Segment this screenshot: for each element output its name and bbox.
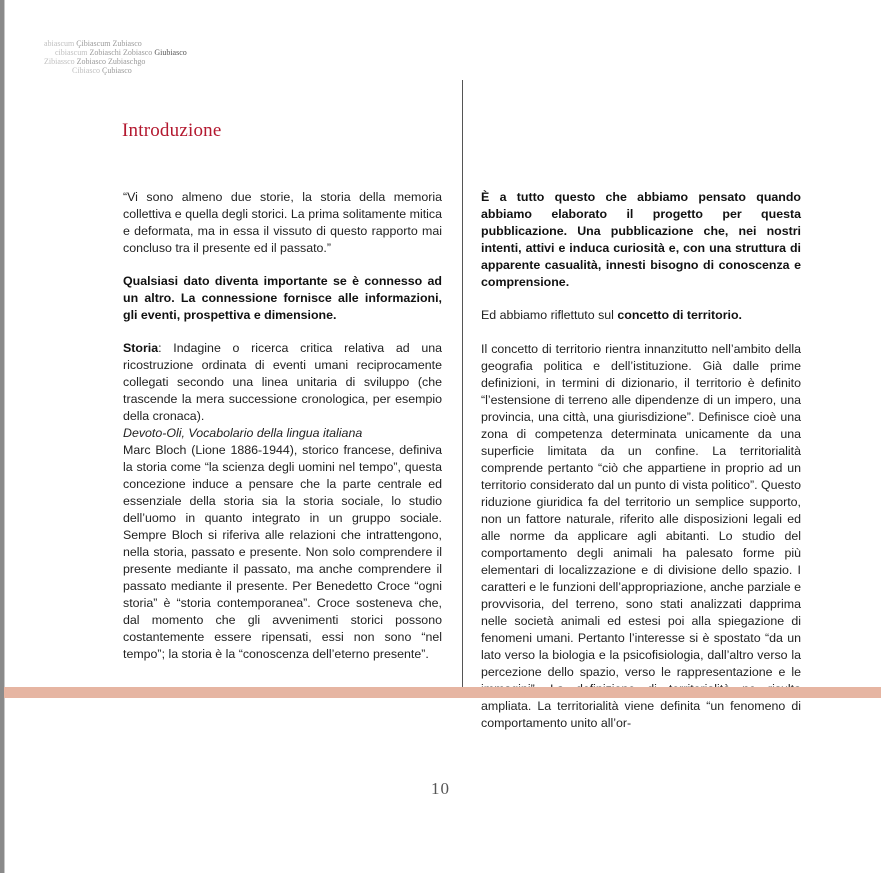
reflection-bold: concetto di territorio. [617, 308, 742, 322]
header-word: Zobiasco [76, 57, 106, 66]
header-word: Giubiasco [154, 48, 187, 57]
header-wordmark [44, 39, 142, 48]
footer-color-band [4, 687, 881, 698]
reflection-prefix: Ed abbiamo riflettuto sul [481, 308, 618, 322]
header-wordmark [44, 57, 145, 66]
right-column [481, 189, 801, 732]
bold-statement: Qualsiasi dato diventa importante se è connesso ad un altro. La connessione fornisce alle informazioni, gli eventi, prospettiva e dimensione. [123, 274, 442, 322]
page-title: Introduzione [122, 120, 222, 141]
header-word: Çibiascum [76, 39, 111, 48]
page-edge-line [4, 0, 5, 873]
header-word: cibiascum [55, 48, 88, 57]
header-word: Zobiaschi [89, 48, 121, 57]
page-number: 10 [431, 779, 450, 798]
header-word: abiascum [44, 39, 75, 48]
bold-intro: È a tutto questo che abbiamo pensato quando abbiamo elaborato il progetto per questa pubblicazione. Una pubblicazione che, nei nostri intenti, attivi e induca curiosità e, con una struttura di apparente casualità, innesti bisogno di conoscenza e comprensione. [481, 190, 801, 289]
header-word: Çubiasco [102, 66, 132, 75]
territory-paragraph: Il concetto di territorio rientra innanzitutto nell’ambito della geografia politica e dell’istituzione. Già dalle prime definizioni, in termini di dizionario, il territorio è definito “l’estensione di terreno alle dipendenze di un impero, una provincia, una città, una giurisdizione”. Definisce cioè una zona di competenza determinata unicamente da una superficie limitata da un confine. La territorialità comprende pertanto “ciò che appartiene in proprio ad un territorio considerato dal un punto di vista politico”. Questo riduzione giuridica fa del territorio un semplice supporto, non un fattore naturale, riferito alle disposizioni legali ed alle norme da applicare agli abitanti. Lo studio del comportamento degli animali ha palesato forme più elementari di localizzazione e di divisione dello spazio. I caratteri e le funzioni dell’appropriazione, anche parziale e provvisoria, del terreno, sono stati analizzati dapprima nelle società animali ed estesi poi alla spiegazione di fenomeni umani. Pertanto l’interesse si è spostato “da un lato verso la biologia e la psicofisiologia, dall’altro verso la percezione dello spazio, verso le rappresentazione e le ampliata. La territorialità viene definita “un fenomeno di comportamento unito all’or- [481, 342, 801, 730]
dictionary-citation: Devoto-Oli, Vocabolario della lingua italiana [123, 426, 363, 440]
storia-definition-paragraph [123, 340, 442, 425]
storia-term: Storia [123, 341, 159, 355]
column-divider [462, 80, 463, 689]
header-word: Cibiasco [72, 66, 100, 75]
opening-quote: “Vi sono almeno due storie, la storia della memoria collettiva e quella degli storici. La prima solitamente mitica e deformata, ma in essa il vissuto di questo rapporto mai concluso tra il presente ed il passato.” [123, 190, 442, 255]
header-word: Zibiassco [44, 57, 75, 66]
bloch-paragraph: Marc Bloch (Lione 1886-1944), storico francese, definiva la storia come “la scienza degli uomini nel tempo”, questa concezione induce a pensare che la parte centrale ed essenziale della storia sia la storia sociale, lo studio dell’uomo in quanto integrato in un gruppo sociale. Sempre Bloch si riferiva alle relazioni che intrattengono, nella storia, passato e presente. Non solo comprendere il presente mediante il passato, ma anche comprendere il passato mediante il presente. Per Benedetto Croce “ogni storia” è “storia contemporanea”. Croce sosteneva che, dal momento che gli avvenimenti storici possono costantemente essere ripensati, essi non sono “nel tempo”; la storia è la “conoscenza dell’eterno presente”. [123, 443, 442, 661]
header-word: Zobiasco [122, 48, 153, 57]
header-word: Zubiasco [112, 39, 142, 48]
header-wordmark [72, 66, 132, 75]
header-word: Zubiaschgo [108, 57, 146, 66]
header-wordmark [55, 48, 187, 57]
left-column [123, 189, 442, 663]
reflection-line [481, 307, 801, 324]
storia-definition: : Indagine o ricerca critica relativa ad una ricostruzione ordinata di eventi umani reciprocamente collegati secondo una linea unitaria di sviluppo (che trascende la mera successione cronologica, per esempio della cronaca). [123, 341, 442, 423]
